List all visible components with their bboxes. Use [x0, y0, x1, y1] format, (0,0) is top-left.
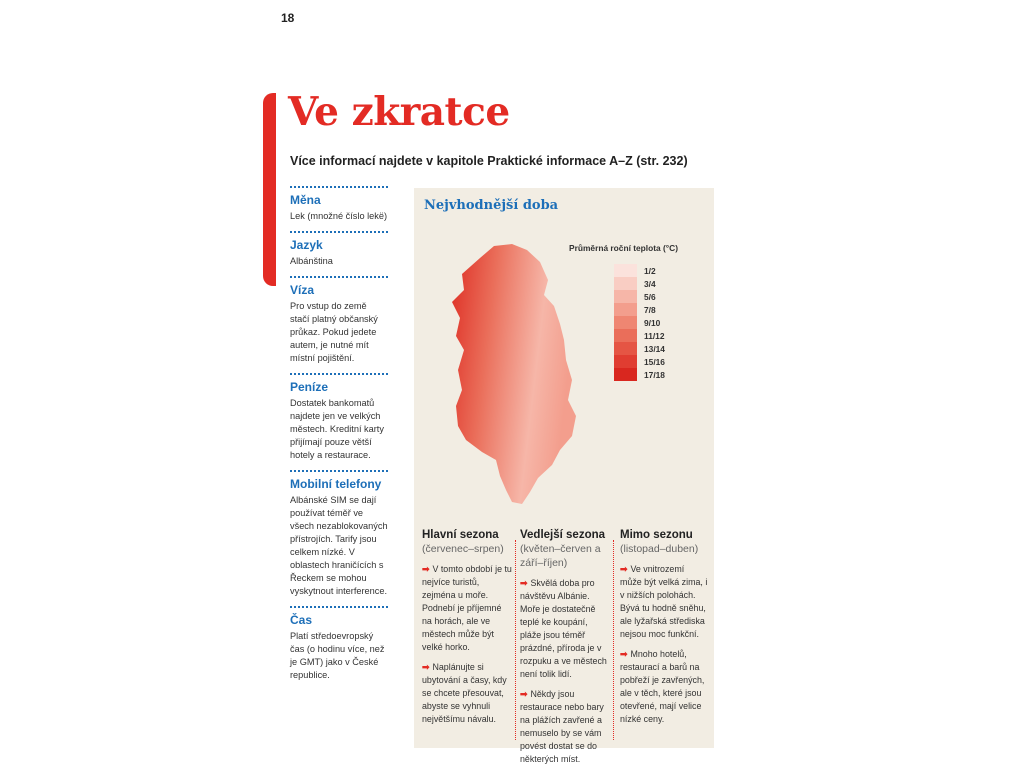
season-bullet: ➡ V tomto období je tu nejvíce turistů, zejména u moře. Podnebí je příjemné na horách, ale ve městech může být velké horko.: [422, 564, 512, 652]
section-text: Platí středoevropský čas (o hodinu více, než je GMT) jako v České republice.: [290, 631, 385, 680]
section-heading: Měna: [290, 193, 321, 207]
sidebar-section-currency: [290, 186, 388, 223]
season-column-low: [620, 528, 708, 726]
legend-swatch: [614, 264, 637, 277]
season-bullet: ➡ Skvělá doba pro návštěvu Albánie. Moře je dostatečně teplé ke koupání, pláže jsou téměř prázdné, příroda je v rozpuku a ve městech není tolik lidí.: [520, 578, 607, 679]
section-text: Albánské SIM se dají používat téměř ve všech nezablokovaných přístrojích. Tarify jsou celkem nízké. V oblastech hraničících s Řeckem se mohou vyskytnout interference.: [290, 495, 388, 596]
section-heading: Víza: [290, 283, 315, 297]
legend-item: [614, 355, 665, 368]
temperature-legend: [614, 264, 665, 381]
season-bullet: ➡ Ve vnitrozemí může být velká zima, i v nižších polohách. Bývá tu hodně sněhu, ale lyžařská střediska nejsou moc funkční.: [620, 564, 708, 639]
arrow-icon: ➡: [520, 578, 528, 588]
legend-label: 13/14: [644, 343, 665, 354]
season-bullet: ➡ Někdy jsou restaurace nebo bary na plážích zavřené a nemuselo by se vám povést dostat se do některých míst.: [520, 689, 604, 764]
legend-item: [614, 316, 665, 329]
legend-label: 3/4: [644, 278, 656, 289]
legend-label: 5/6: [644, 291, 656, 302]
legend-item: [614, 368, 665, 381]
legend-label: 9/10: [644, 317, 661, 328]
season-bullet: ➡ Naplánujte si ubytování a časy, kdy se chcete přesouvat, abyste se vyhnuli největšímu návalu.: [422, 662, 507, 724]
column-divider: [613, 540, 614, 740]
legend-swatch: [614, 316, 637, 329]
arrow-icon: ➡: [620, 564, 628, 574]
section-heading: Jazyk: [290, 238, 323, 252]
legend-swatch: [614, 277, 637, 290]
legend-swatch: [614, 303, 637, 316]
page-number: 18: [281, 11, 295, 25]
arrow-icon: ➡: [520, 689, 528, 699]
legend-label: 11/12: [644, 330, 665, 341]
sidebar-section-money: [290, 373, 388, 462]
legend-label: 17/18: [644, 369, 665, 380]
sidebar-section-visa: [290, 276, 388, 365]
season-bullet: ➡ Mnoho hotelů, restaurací a barů na pobřeží je zavřených, ale v těch, které jsou otevřené, mají velice nízké ceny.: [620, 649, 705, 724]
section-text: Lek (množné číslo lekë): [290, 211, 388, 221]
panel-title: Nejvhodnější doba: [424, 198, 559, 213]
legend-swatch: [614, 368, 637, 381]
sidebar-section-language: [290, 231, 388, 268]
legend-swatch: [614, 329, 637, 342]
season-months: (červenec–srpen): [422, 543, 504, 555]
legend-item: [614, 264, 665, 277]
albania-temperature-map: [442, 240, 592, 520]
legend-item: [614, 329, 665, 342]
arrow-icon: ➡: [422, 662, 430, 672]
legend-label: 7/8: [644, 304, 656, 315]
albania-shape: [452, 244, 576, 504]
season-months: (listopad–duben): [620, 543, 699, 555]
legend-item: [614, 290, 665, 303]
section-heading: Peníze: [290, 380, 329, 394]
section-text: Pro vstup do země stačí platný občanský průkaz. Pokud jedete autem, je nutné mít místní pojištění.: [290, 301, 378, 363]
legend-swatch: [614, 355, 637, 368]
legend-swatch: [614, 290, 637, 303]
legend-item: [614, 342, 665, 355]
season-heading: Hlavní sezona: [422, 529, 499, 541]
arrow-icon: ➡: [620, 649, 628, 659]
legend-swatch: [614, 342, 637, 355]
section-text: Albánština: [290, 256, 333, 266]
page-title: Ve zkratce: [288, 89, 510, 135]
title-accent-bar: [263, 93, 276, 286]
season-column-high: [422, 528, 512, 726]
season-column-shoulder: [520, 528, 610, 766]
info-sidebar: [290, 186, 388, 690]
column-divider: [515, 540, 516, 740]
legend-title: Průměrná roční teplota (°C): [569, 243, 678, 253]
legend-item: [614, 277, 665, 290]
legend-label: 15/16: [644, 356, 665, 367]
legend-label: 1/2: [644, 265, 656, 276]
section-text: Dostatek bankomatů najdete jen ve velkých městech. Kreditní karty přijímají pouze větší hotely a restaurace.: [290, 398, 384, 460]
section-heading: Mobilní telefony: [290, 477, 382, 491]
section-heading: Čas: [290, 613, 313, 627]
arrow-icon: ➡: [422, 564, 430, 574]
sidebar-section-mobile: [290, 470, 388, 598]
page-subtitle: Více informací najdete v kapitole Praktické informace A–Z (str. 232): [290, 154, 688, 168]
legend-item: [614, 303, 665, 316]
season-months: (květen–červen a září–říjen): [520, 543, 601, 569]
season-heading: Mimo sezonu: [620, 529, 693, 541]
sidebar-section-time: [290, 606, 388, 682]
best-time-panel: [414, 188, 714, 764]
season-heading: Vedlejší sezona: [520, 529, 606, 541]
